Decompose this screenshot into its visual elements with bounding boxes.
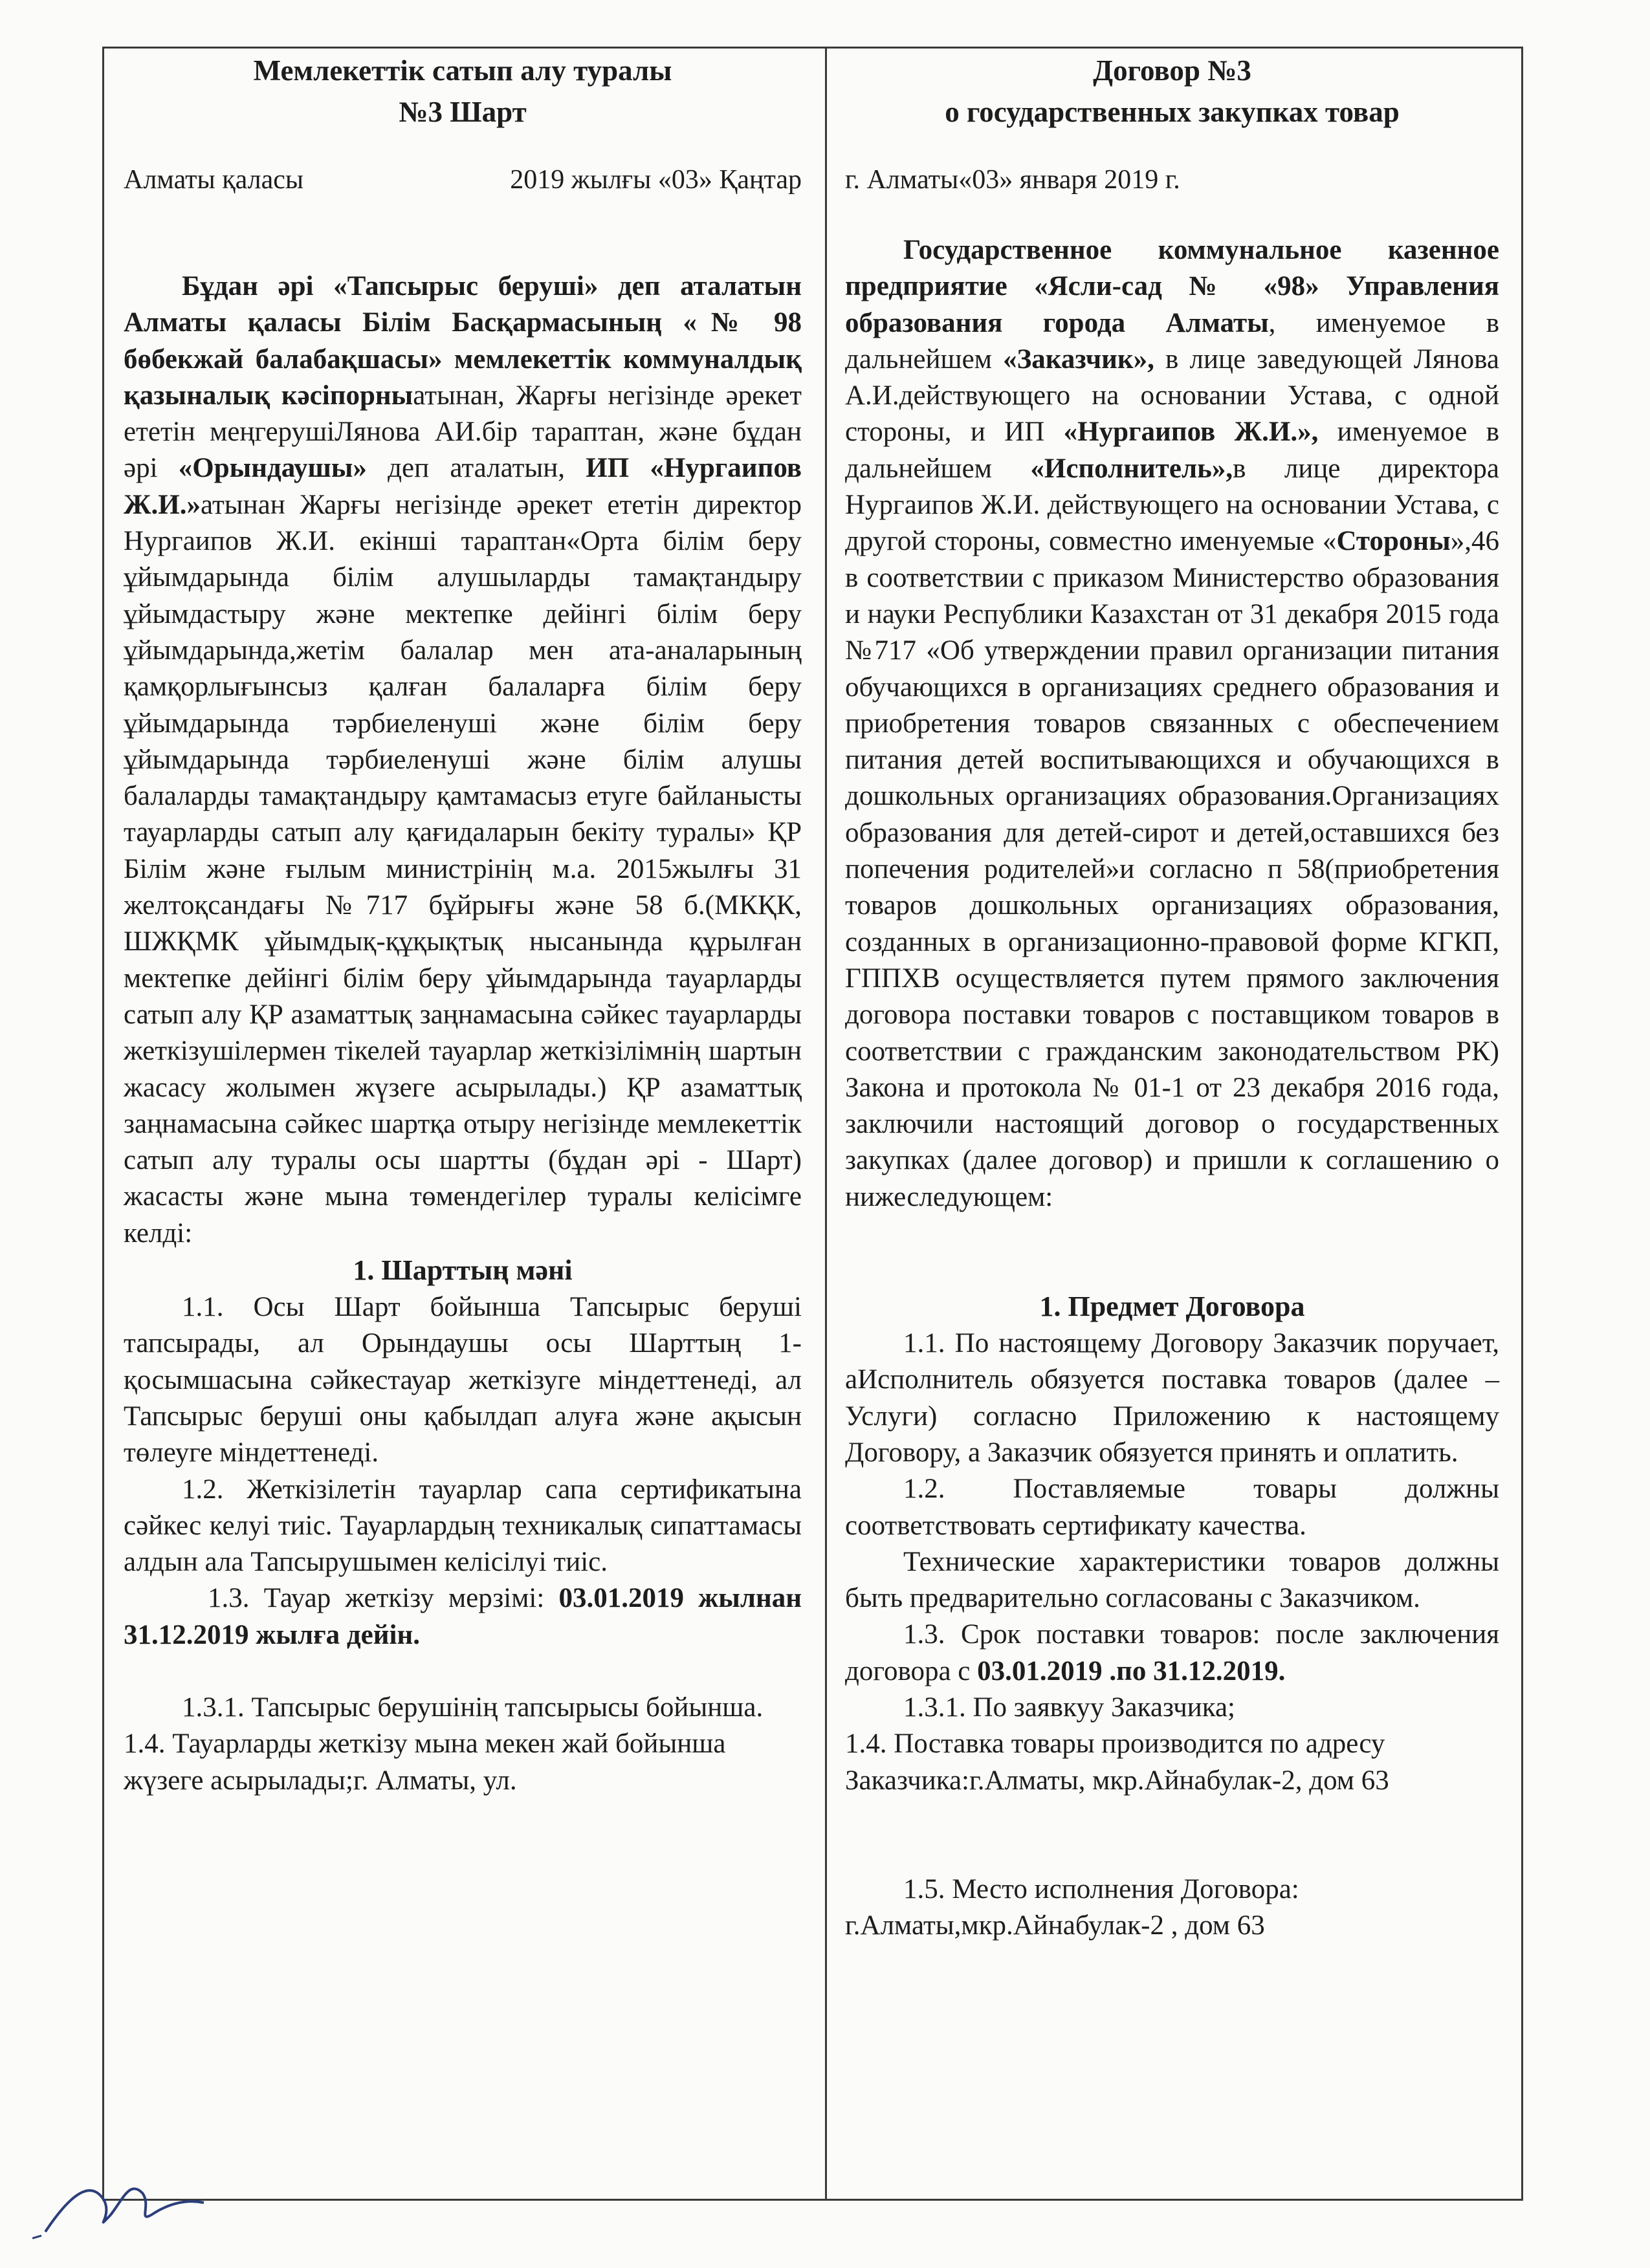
ru-clause-1-3-label: 1.3. Срок поставки товаров: после заключения договора с <box>845 1619 1499 1686</box>
ru-preamble-bold3: «Нургаипов Ж.И.», <box>1063 417 1319 448</box>
kz-preamble-bold2: «Орындаушы» <box>178 453 367 484</box>
ru-clause-1-2: 1.2. Поставляемые товары должны соответствовать сертификату качества. <box>845 1474 1499 1541</box>
ru-clause-1-1: 1.1. По настоящему Договору Заказчик поручает, аИсполнитель обязуется поставка товаров (далее – Услуги) согласно Приложению к настоящему Договору, а Заказчик обязуется принять и оплатить. <box>845 1328 1499 1468</box>
kz-clause-1-3 <box>124 1580 802 1653</box>
ru-city-date: г. Алматы«03» января 2019 г. <box>845 165 1180 195</box>
kz-date: 2019 жылғы «03» Қаңтар <box>510 165 802 195</box>
kz-clause-1-4: 1.4. Тауарларды жеткізу мына мекен жай бойынша жүзеге асырылады;г. Алматы, ул. <box>124 1728 726 1796</box>
ru-preamble <box>845 232 1499 1216</box>
ru-title-line2: о государственных закупках товар <box>945 96 1400 128</box>
kz-clause-1-3-label: 1.3. Тауар жеткізу мерзімі: <box>208 1583 559 1614</box>
ru-clause-1-3-1: 1.3.1. По заявкуу Заказчика; <box>903 1692 1235 1723</box>
ru-preamble-bold5: Стороны <box>1336 526 1451 557</box>
ru-preamble-text4: в лице директора Нургаипов Ж.И. действующего на основании Устава, с другой стороны, совместно именуемые « <box>845 453 1499 557</box>
signature-mark <box>32 2154 214 2251</box>
kz-clause-1-3-1: 1.3.1. Тапсырыс берушінің тапсырысы бойынша. <box>182 1692 764 1723</box>
ru-preamble-text1: , именуемое в дальнейшем <box>845 307 1500 375</box>
ru-place-date <box>845 161 1499 199</box>
kz-section1-title: 1. Шарттың мәні <box>353 1254 573 1287</box>
kz-preamble-bold: Бұдан әрі «Тапсырыс беруші» деп аталатын Алматы қаласы Білім Басқармасының «№ 98 бөбекжай балабақшасы» мемлекеттік коммуналдық қазыналық кәсіпорны <box>124 271 802 411</box>
russian-column <box>827 49 1521 2199</box>
ru-preamble-bold2: «Заказчик», <box>1003 343 1154 375</box>
kz-preamble-text3: атынан Жарғы негізінде әрекет ететін директор Нургаипов Ж.И. екінші тараптан«Орта білім беру ұйымдарында білім алушыларды тамақтандыру ұйымдастыру және мектепке дейінгі білім беру ұйымдарында,жетім балалар мен ата-аналарының қамқорлығынсыз қалған балаларға білім беру ұйымдарында тәрбиеленуші және білім беру ұйымдарында тәрбиеленуші және білім алушы балаларды тамақтандыру қамтамасыз етуге байланысты тауарларды сатып алу қағидаларын бекіту туралы» ҚР Білім және ғылым министрінің м.а. 2015жылғы 31 желтоқсандағы №717 бұйрығы және 58 б.(МКҚК, ШЖҚМК ұйымдық-құқықтық нысанында құрылған мектепке дейінгі білім беру ұйымдарында тауарларды сатып алу ҚР азаматтық заңнамасына сәйкес тауарларды жеткізушілермен тікелей тауарлар жеткізілімнің шартын жасасу жолымен жүзеге асырылады.) ҚР азаматтық заңнамасына сәйкес шартқа отыру негізінде мемлекеттік сатып алу туралы осы шартты (бұдан әрі - Шарт) жасасты және мына төмендегілер туралы келісімге келді: <box>124 489 802 1248</box>
kz-clause-1-2: 1.2. Жеткізілетін тауарлар сапа сертификатына сәйкес келуі тиіс. Тауарлардың техникалық сипаттамасы алдын ала Тапсырушымен келісілуі тиіс. <box>124 1474 802 1578</box>
ru-clause-1-3-dates: 03.01.2019 .по 31.12.2019. <box>977 1655 1286 1686</box>
kz-preamble-text1: атынан, Жарғы негізінде әрекет ететін меңгерушіЛянова АИ.бір тараптан, және бұдан әрі <box>124 380 802 484</box>
ru-preamble-text3: именуемое в дальнейшем <box>845 417 1499 484</box>
kazakh-column <box>104 49 827 2199</box>
ru-clause-1-5: 1.5. Место исполнения Договора: г.Алматы,мкр.Айнабулак-2 , дом 63 <box>845 1873 1299 1941</box>
kz-clause-1-3-dates: 03.01.2019 жылнан 31.12.2019 жылға дейін. <box>124 1583 802 1650</box>
kz-title-line2: №3 Шарт <box>399 96 527 128</box>
kz-title-line1: Мемлекеттік сатып алу туралы <box>253 54 672 87</box>
ru-preamble-text5: »,46 в соответствии с приказом Министерство образования и науки Республики Казахстан от 31 декабря 2015 года №717 «Об утверждении правил организации питания обучающихся в организациях среднего образования и приобретения товаров связанных с обеспечением питания детей воспитывающихся и обучающихся в дошкольных организациях образования.Организациях образования для детей-сирот и детей,оставшихся без попечения родителей»и согласно п 58(приобретения товаров дошкольных организациях образования, созданных в организационно-правовой форме КГКП, ГППХВ осуществляется путем прямого заключения договора поставки товаров с поставщиком товаров в соответствии с гражданским законодательством РК) Закона и протокола № 01-1 от 23 декабря 2016 года, заключили настоящий договор о государственных закупках (далее договор) и пришли к соглашению о нижеследующем: <box>845 526 1499 1212</box>
kz-preamble <box>124 268 802 1252</box>
kz-preamble-text2: деп аталатын, <box>366 453 586 484</box>
ru-preamble-bold1: Государственное коммунальное казенное предприятие «Ясли-сад № «98» Управления образования города Алматы <box>845 235 1499 338</box>
ru-clause-1-3 <box>845 1617 1499 1690</box>
ru-preamble-bold4: «Исполнитель», <box>1030 453 1233 484</box>
kz-city: Алматы қаласы <box>124 165 304 195</box>
contract-table <box>102 47 1523 2201</box>
kz-place-date <box>124 161 802 199</box>
ru-clause-1-2b: Технические характеристики товаров должны быть предварительно согласованы с Заказчиком. <box>845 1546 1499 1614</box>
ru-clause-1-4: 1.4. Поставка товары производится по адресу Заказчика:г.Алматы, мкр.Айнабулак-2, дом 63 <box>845 1728 1389 1796</box>
ru-section1-title: 1. Предмет Договора <box>1039 1291 1305 1323</box>
kz-preamble-bold3: ИП «Нургаипов Ж.И.» <box>124 453 802 520</box>
kz-clause-1-1: 1.1. Осы Шарт бойынша Тапсырыс беруші тапсырады, ал Орындаушы осы Шарттың 1-қосымшасына сәйкестауар жеткізуге міндеттенеді, ал Тапсырыс беруші оны қабылдап алуға және ақысын төлеуге міндеттенеді. <box>124 1292 802 1468</box>
ru-title-line1: Договор №3 <box>1093 54 1251 87</box>
ru-preamble-text2: в лице заведующей Лянова А.И.действующего на основании Устава, с одной стороны, и ИП <box>845 343 1499 448</box>
